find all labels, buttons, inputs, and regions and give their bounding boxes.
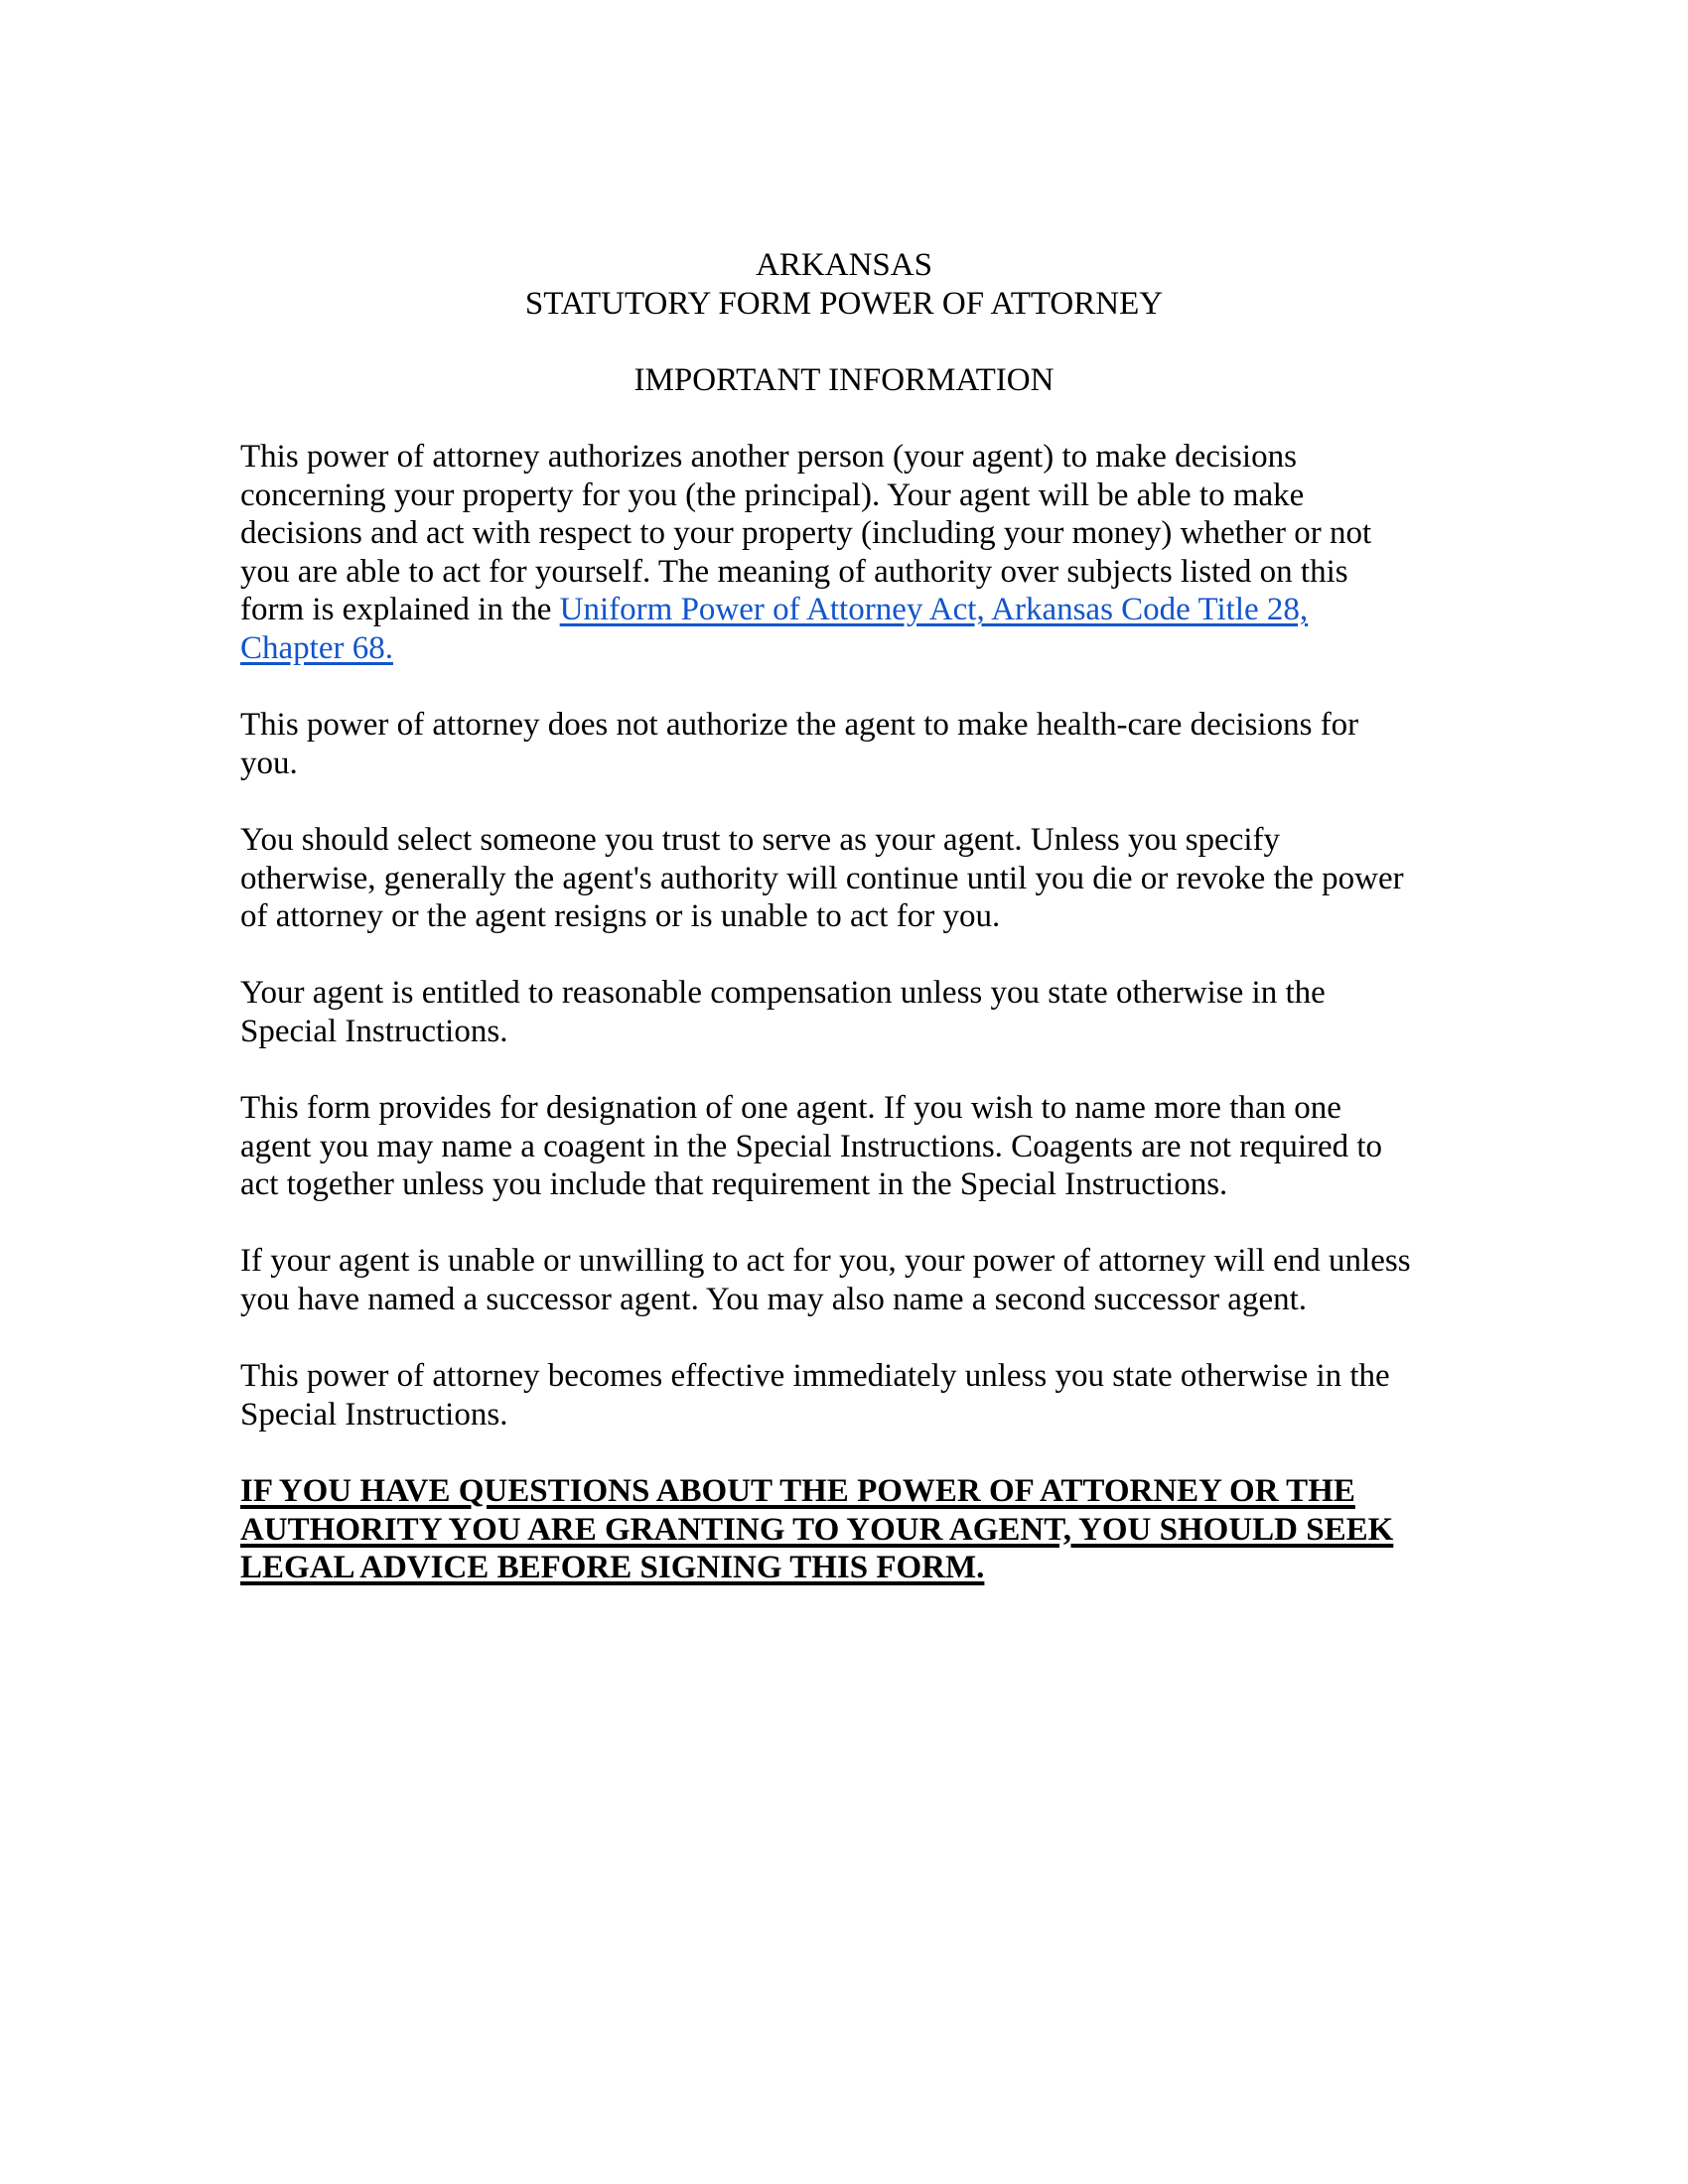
paragraph-agent-selection <box>240 821 1448 936</box>
paragraph-line <box>240 591 1448 629</box>
warning-line <box>240 1472 1448 1511</box>
paragraph-coagents <box>240 1089 1448 1204</box>
paragraph-line: you are able to act for yourself. The meaning of authority over subjects listed on this <box>240 553 1348 590</box>
paragraph-authorization <box>240 438 1448 668</box>
link-prefix-text: form is explained in the <box>240 592 560 628</box>
paragraph-healthcare-exclusion <box>240 706 1448 782</box>
uniform-power-of-attorney-act-link-continued[interactable]: Chapter 68. <box>240 629 393 666</box>
paragraph-successor-agent <box>240 1242 1448 1318</box>
paragraph-line: This power of attorney does not authorize the agent to make health-care decisions for <box>240 707 1359 744</box>
document-title <box>240 246 1448 323</box>
paragraph-line: otherwise, generally the agent's authority will continue until you die or revoke the power <box>240 860 1404 896</box>
paragraph-line <box>240 629 1448 668</box>
paragraph-compensation <box>240 974 1448 1050</box>
warning-line-text: IF YOU HAVE QUESTIONS ABOUT THE POWER OF ATTORNEY OR THE <box>240 1473 1355 1509</box>
paragraph-line: You should select someone you trust to serve as your agent. Unless you specify <box>240 821 1280 858</box>
warning-line <box>240 1549 1448 1587</box>
title-line-state: ARKANSAS <box>756 247 932 283</box>
paragraph-line: If your agent is unable or unwilling to act for you, your power of attorney will end unless <box>240 1243 1411 1280</box>
paragraph-line: Your agent is entitled to reasonable compensation unless you state otherwise in the <box>240 975 1326 1012</box>
paragraph-line: Special Instructions. <box>240 1396 508 1433</box>
legal-advice-warning <box>240 1472 1448 1587</box>
section-heading-text: IMPORTANT INFORMATION <box>633 361 1055 398</box>
paragraph-line: agent you may name a coagent in the Special Instructions. Coagents are not required to <box>240 1128 1383 1164</box>
document-content <box>240 246 1448 1625</box>
title-line-form-name: STATUTORY FORM POWER OF ATTORNEY <box>524 285 1164 322</box>
warning-line-text: AUTHORITY YOU ARE GRANTING TO YOUR AGENT, YOU SHOULD SEEK <box>240 1511 1394 1548</box>
paragraph-line: This power of attorney becomes effective immediately unless you state otherwise in the <box>240 1358 1390 1395</box>
paragraph-line: decisions and act with respect to your property (including your money) whether or not <box>240 515 1372 552</box>
warning-line <box>240 1511 1448 1550</box>
paragraph-line: This form provides for designation of one agent. If you wish to name more than one <box>240 1090 1341 1127</box>
paragraph-line: concerning your property for you (the principal). Your agent will be able to make <box>240 477 1305 513</box>
paragraph-effective-date <box>240 1357 1448 1433</box>
paragraph-line: you have named a successor agent. You may also name a second successor agent. <box>240 1282 1308 1318</box>
paragraph-line: you. <box>240 745 298 781</box>
warning-line-text: LEGAL ADVICE BEFORE SIGNING THIS FORM. <box>240 1550 985 1586</box>
section-heading <box>240 361 1448 400</box>
paragraph-line: act together unless you include that requirement in the Special Instructions. <box>240 1166 1228 1203</box>
paragraph-line: This power of attorney authorizes another person (your agent) to make decisions <box>240 438 1297 475</box>
paragraph-line: of attorney or the agent resigns or is unable to act for you. <box>240 898 1001 935</box>
uniform-power-of-attorney-act-link[interactable]: Uniform Power of Attorney Act, Arkansas Code Title 28, <box>559 592 1309 628</box>
paragraph-line: Special Instructions. <box>240 1013 508 1049</box>
